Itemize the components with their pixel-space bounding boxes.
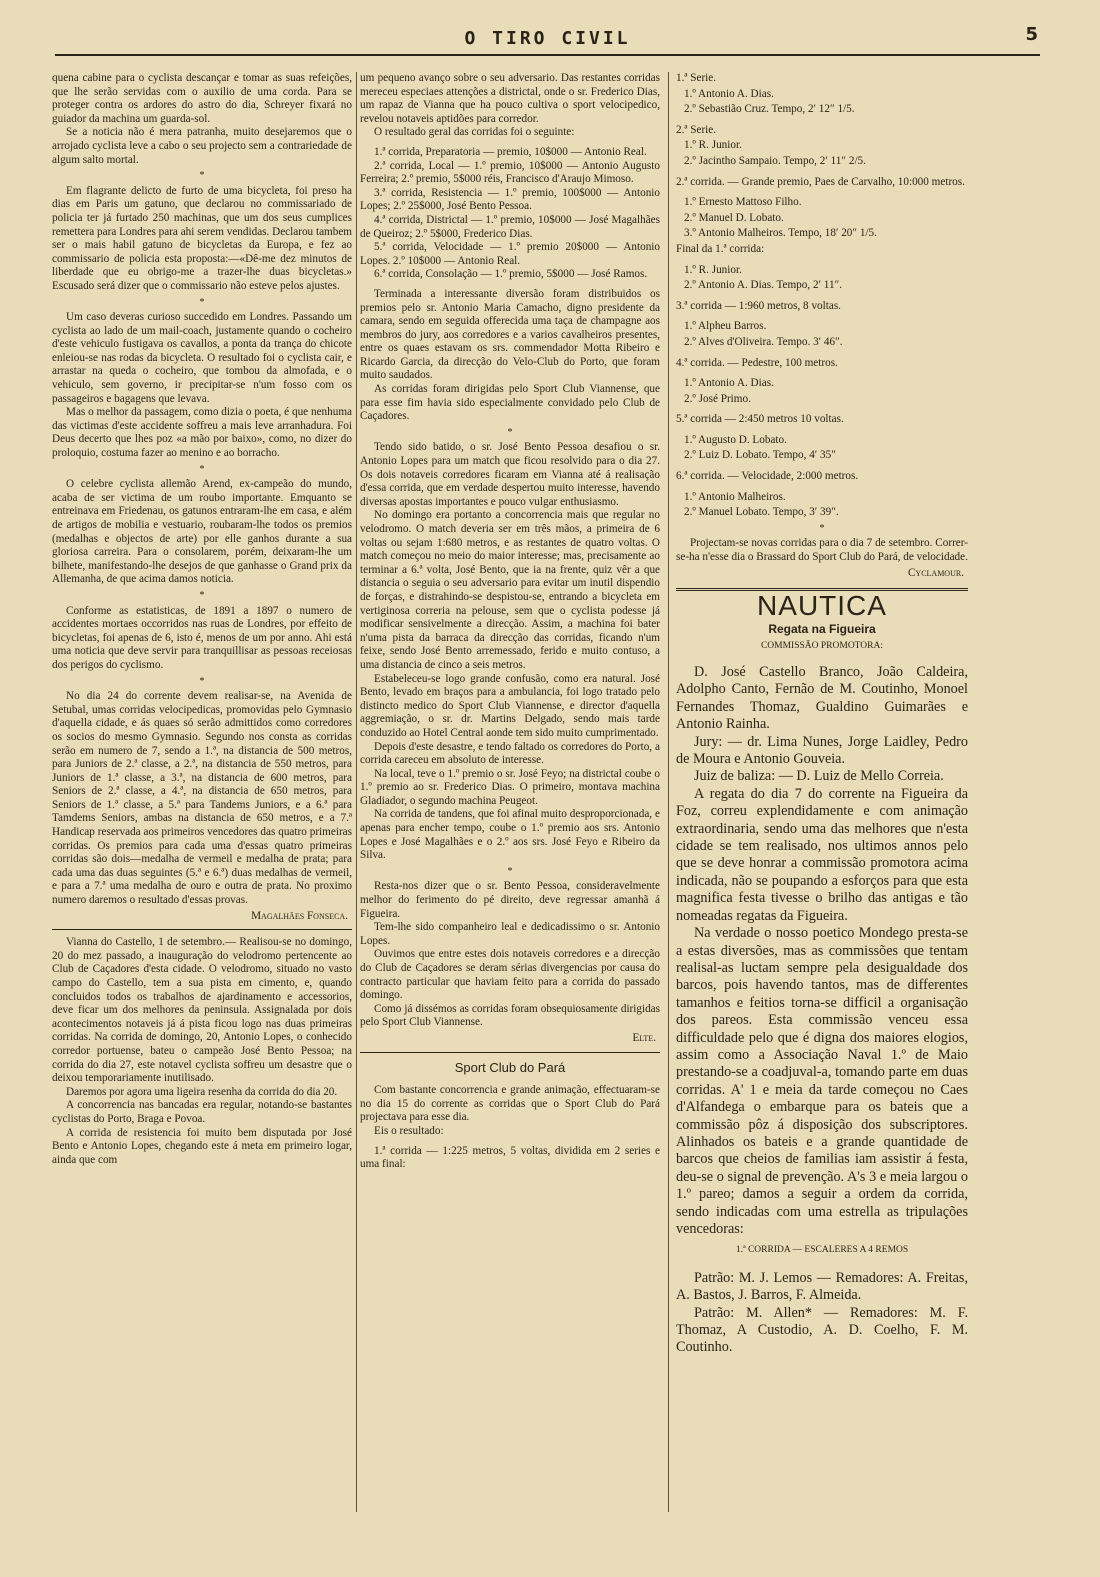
- committee-label: COMMISSÃO PROMOTORA:: [760, 641, 884, 652]
- paragraph: A regata do dia 7 do corrente na Figueira da Foz, correu explendidamente e com animação extraordinaria, sendo uma das melhores que n'esta cidade se tem realisado, nos ultimos annos pelo que se deve honrar a commissão promotora acima indicada, não se poupando a esforços para que esta magnifica festa tivesse o brilho das antigas e tão nomeadas regatas da Figueira.: [676, 785, 968, 924]
- list-item: 2.º Jacintho Sampaio. Tempo, 2′ 11″ 2/5.: [684, 154, 866, 167]
- page-number: 5: [1025, 24, 1038, 45]
- list-item: Final da 1.ª corrida:: [676, 242, 765, 255]
- asterism: *: [507, 426, 513, 438]
- list-item: 2.º José Primo.: [684, 392, 751, 405]
- list-item: 2.º Luiz D. Lobato. Tempo, 4′ 35″: [684, 449, 836, 462]
- paragraph: Eis o resultado:: [374, 1124, 444, 1137]
- signature: Elte.: [632, 1031, 656, 1044]
- paragraph: Com bastante concorrencia e grande animação, effectuaram-se no dia 15 do corrente as corridas que o Sport Club do Pará projectava para esse dia.: [360, 1084, 660, 1124]
- asterism: *: [199, 296, 205, 308]
- paragraph: Ouvimos que entre estes dois notaveis corredores e a direcção do Club de Caçadores se deram sérias divergencias por causa do contracto particular que haviam feito para a corrida do passado domingo.: [360, 948, 660, 1002]
- column-1: [52, 72, 352, 1542]
- list-item: 3.ª corrida — 1:960 metros, 8 voltas.: [676, 299, 841, 312]
- asterism: *: [819, 522, 825, 534]
- list-item: 1.º Antonio A. Dias.: [684, 377, 774, 390]
- paragraph: Em flagrante delicto de furto de uma bicycleta, foi preso ha dias em Paris um gatuno, que declarou no commissariado de policia ter já furtado 250 machinas, que um dos seus cumplices remettera para Londres para ahi serem vendidas. Declarou tambem ser o mais habil gatuno de bicycletas da Europa, e fez ao commissario de policia esta proposta:—«Dê-me dez minutos de liberdade que eu obrigo-me a trazer-lhe duas bicycletas.» Escusado será dizer que o commissario não esteve pelos ajustes.: [52, 184, 352, 292]
- paragraph: Resta-nos dizer que o sr. Bento Pessoa, consideravelmente melhor do ferimento do pé direito, deve regressar amanhã á Figueira.: [360, 880, 660, 920]
- section-title: Sport Club do Pará: [454, 1059, 566, 1075]
- list-item: 2.º Manuel Lobato. Tempo, 3′ 39″.: [684, 506, 839, 519]
- list-item: 2.ª Serie.: [676, 123, 717, 136]
- list-item: 2.ª corrida. — Grande premio, Paes de Carvalho, 10:000 metros.: [676, 175, 965, 188]
- section-title: NAUTICA: [757, 590, 887, 622]
- paragraph: Vianna do Castello, 1 de setembro.— Realisou-se no domingo, 20 do mez passado, a inauguração do velodromo pertencente ao Club de Caçadores d'esta cidade. O velodromo, situado no vasto campo do Castello, tem a sua pista em cimento, e, quando concluidos todos os trabalhos de ajardinamento e accessorios, deve ficar um dos melhores da peninsula. Assignalada por dois acontecimentos notaveis já á pista ficou logo nas duas primeiras corridas. Na corrida de domingo, 20, Antonio Lopes, o conhecido corredor portuense, bateu o campeão José Bento Pessoa; na corrida do dia 27, este notavel cyclista soffreu um desastre que o deixou temporariamente inutilisado.: [52, 936, 352, 1085]
- newspaper-title: O TIRO CIVIL: [464, 28, 631, 49]
- list-item: 2.º Manuel D. Lobato.: [684, 211, 784, 224]
- list-item: 3.º Antonio Malheiros. Tempo, 18′ 20″ 1/5.: [684, 227, 877, 240]
- paragraph: A concorrencia nas bancadas era regular, notando-se bastantes cyclistas do Porto, Braga e Povoa.: [52, 1099, 352, 1125]
- paragraph: Depois d'este desastre, e tendo faltado os corredores do Porto, a corrida careceu em absoluto de interesse.: [360, 740, 660, 767]
- paragraph: Na local, teve o 1.º premio o sr. José Feyo; na districtal coube o 1.º premio ao sr. Frederico Dias. O primeiro, montava machina Gladiador, o segundo machina Peugeot.: [360, 767, 660, 807]
- paragraph: um pequeno avanço sobre o seu adversario. Das restantes corridas mereceu especiaes attenções a districtal, onde o sr. Frederico Dias, um rapaz de Vianna que ha pouco cultiva o sport velocipedico, revelou notaveis aptidões para corredor.: [360, 72, 660, 125]
- paragraph: Projectam-se novas corridas para o dia 7 de setembro. Correr-se-ha n'esse dia o Brassard do Sport Club do Pará, de velocidade.: [676, 537, 968, 564]
- column-2: [360, 72, 660, 1542]
- list-item: 1.º R. Junior.: [684, 139, 742, 152]
- paragraph: Jury: — dr. Lima Nunes, Jorge Laidley, Pedro de Moura e Antonio Gouveia.: [676, 733, 968, 768]
- list-item: 1.º Alpheu Barros.: [684, 320, 767, 333]
- paragraph: quena cabine para o cyclista descançar e tomar as suas refeições, que lhe serão servidas com o auxilio de uma corda. Para se proteger contra os ardores do astro do dia, Schreyer fixará no guiador da machina um guarda-sol.: [52, 72, 352, 125]
- paragraph: Estabeleceu-se logo grande confusão, como era natural. José Bento, levado em braços para a ambulancia, foi logo tratado pelo distincto medico do Sport Club Viannense, e director d'aquella aggremiação, o sr. dr. Martins Delgado, sendo mais tarde conduzido ao Hotel Central aonde tem sido muito cumprimentado.: [360, 672, 660, 739]
- paragraph: Mas o melhor da passagem, como dizia o poeta, é que nenhuma das victimas d'este accidente soffreu a mais leve arranhadura. Foi Deus decerto que lhes poz «a mão por baixo», como, no dizer do proloquio, costuma fazer ao menino e ao borracho.: [52, 406, 352, 460]
- list-item: 1.º Antonio A. Dias.: [684, 87, 774, 100]
- results-list: [676, 72, 968, 520]
- paragraph: O resultado geral das corridas foi o seguinte:: [374, 126, 575, 139]
- list-item: 4.ª corrida. — Pedestre, 100 metros.: [676, 356, 838, 369]
- list-item: 2.º Alves d'Oliveira. Tempo. 3′ 46″.: [684, 335, 843, 348]
- paragraph: Tem-lhe sido companheiro leal e dedicadissimo o sr. Antonio Lopes.: [360, 921, 660, 947]
- signature: Magalhães Fonseca.: [251, 909, 348, 922]
- paragraph: Um caso deveras curioso succedido em Londres. Passando um cyclista ao lado de um mail-coach, justamente quando o cocheiro d'este vehiculo fustigava os cavallos, a ponta da trança do chicote enleiou-se nas rodas da bicycleta. O resultado foi o cyclista cair, e arrastar na queda o cocheiro, que tombou da almofada, e o vehiculo, sem governo, ir precipitar-se n'um fosso com os passageiros e bagagens que levava.: [52, 311, 352, 405]
- result-line: 3.ª corrida, Resistencia — 1.º premio, 100$000 — Antonio Lopes; 2.º 25$000, José Bento Pessoa.: [360, 186, 660, 213]
- list-item: 2.º Sebastião Cruz. Tempo, 2′ 12″ 1/5.: [684, 103, 855, 116]
- paragraph: Terminada a interessante diversão foram distribuidos os premios pelo sr. Antonio Maria Camacho, digno presidente da camara, sendo em seguida offerecida uma taça de champagne aos membros do jury, aos corredores e a varios cavalheiros presentes, entre os quaes estavam os srs. commendador Motta Ribeiro e Ricardo Garcia, da direcção do Velo-Club do Porto, que foram muito saudados.: [360, 287, 660, 382]
- asterism: *: [199, 170, 205, 182]
- paragraph: Tendo sido batido, o sr. José Bento Pessoa desafiou o sr. Antonio Lopes para um match que ficou resolvido para o dia 27. Os dois notaveis corredores ficaram em Vianna até á realisação d'essa corrida, que em verdade despertou muito interesse, havendo diversas apostas importantes e pouco vulgar enthusiasmo.: [360, 441, 660, 508]
- paragraph: Patrão: M. Allen* — Remadores: M. F. Thomaz, A Custodio, A. D. Coelho, F. M. Coutinho.: [676, 1304, 968, 1356]
- result-line: 1.ª corrida, Preparatoria — premio, 10$000 — Antonio Real.: [374, 145, 647, 158]
- asterism: *: [199, 463, 205, 475]
- list-item: 1.º Ernesto Mattoso Filho.: [684, 196, 802, 209]
- list-item: 1.º R. Junior.: [684, 263, 742, 276]
- list-item: 5.ª corrida — 2:450 metros 10 voltas.: [676, 413, 844, 426]
- paragraph: Daremos por agora uma ligeira resenha da corrida do dia 20.: [66, 1085, 338, 1098]
- nautica-body: [676, 664, 968, 1357]
- list-item: 1.º Antonio Malheiros.: [684, 490, 786, 503]
- result-line: 5.ª corrida, Velocidade — 1.º premio 20$000 — Antonio Lopes. 2.º 10$000 — Antonio Real.: [360, 241, 660, 267]
- column-rule: [668, 72, 669, 1512]
- paragraph: Como já dissémos as corridas foram obsequiosamente dirigidas pelo Sport Club Viannense.: [360, 1002, 660, 1029]
- asterism: *: [199, 589, 205, 601]
- divider: [360, 1052, 660, 1053]
- paragraph: No domingo era portanto a concorrencia mais que regular no velodromo. O match deveria ser em três mãos, a primeira de 6 voltas ou sejam 1:680 metros, e as restantes de quatro voltas. O match começou no meio do maior interesse; mas, precisamente ao terminar a 6.ª volta, José Bento, que ia na frente, quiz vêr a que distancia o seguia o seu adversario para evitar um inutil dispendio de forças, e distrahindo-se despistou-se, entrando a bicycleta em vertiginosa correria na pelouse, sem que o cyclista podesse já modificar sensivelmente a direcção. Assim, a machina foi bater n'uma pista da barraca da direcção das corridas, ficando n'um feixe, sendo José Bento arremessado, ferido e muito contuso, a uma distancia de cinco a seis metros.: [360, 509, 660, 671]
- paragraph: Se a noticia não é mera patranha, muito desejaremos que o arrojado cyclista leve a cabo o seu projecto sem a contrariedade de algum salto mortal.: [52, 126, 352, 166]
- paragraph: O celebre cyclista allemão Arend, ex-campeão do mundo, acaba de ser victima de um roubo importante. Emquanto se entreinava em Friedenau, os gatunos entraram-lhe em casa, e além de artigos de mobilia e vestuario, roubaram-lhe todos os premios (medalhas e objectos de arte) por elle ganhos durante a sua gloriosa carreira. Para o consolarem, porém, deixaram-lhe um bilhete, manifestando-lhe desejos de que ganhasse o Grand prix da Allemanha, de que acima damos noticia.: [52, 478, 352, 586]
- paragraph: Juiz de baliza: — D. Luiz de Mello Correia.: [694, 768, 944, 785]
- paragraph: As corridas foram dirigidas pelo Sport Club Viannense, que para esse fim havia sido especialmente convidado pelo Club de Caçadores.: [360, 383, 660, 423]
- asterism: *: [507, 865, 513, 877]
- paragraph: Na verdade o nosso poetico Mondego presta-se a estas diversões, mas as commissões que tentam realisal-as luctam sempre pela desigualdade dos barcos, pois havendo tantos, mas de differentes tamanhos e feitios torna-se difficil a organisação dos pareos. Esta commissão venceu essa difficuldade pelo que é digna dos maiores elogios, assim como a Associação Naval 1.º de Maio prestando-se a coadjuval-a, tomando parte em duas corridas. A' 1 e meia da tarde começou no Caes d'Alfandega o embarque para os bateis que a commissão pôz á disposição dos subscriptores. Alinhados os bateis e a grande quantidade de barcos que cheios de familias iam assistir á festa, deu-se o signal de prevenção. A's 3 e meia largou o 1.º pareo; damos a seguir a ordem da corrida, sendo indicadas com uma estrella as tripulações vencedoras:: [676, 925, 968, 1237]
- paragraph: 1.ª corrida — 1:225 metros, 5 voltas, dividida em 2 series e uma final:: [360, 1144, 660, 1171]
- race-label: 1.ª CORRIDA — ESCALERES A 4 REMOS: [735, 1245, 909, 1256]
- column-rule: [356, 72, 357, 1512]
- divider: [52, 929, 352, 930]
- list-item: 2.º Antonio A. Dias. Tempo, 2′ 11″.: [684, 279, 843, 292]
- paragraph: D. José Castello Branco, João Caldeira, Adolpho Canto, Fernão de M. Coutinho, Monoel Fernandes Thomaz, Gualdino Guimarães e Antonio Rainha.: [676, 664, 968, 733]
- list-item: 1.º Augusto D. Lobato.: [684, 433, 787, 446]
- result-line: 6.ª corrida, Consolação — 1.º premio, 5$000 — José Ramos.: [374, 268, 648, 281]
- signature: Cyclamour.: [907, 566, 964, 579]
- paragraph: No dia 24 do corrente devem realisar-se, na Avenida de Setubal, umas corridas velocipedicas, promovidas pelo Gymnasio d'aquella cidade, e ás quaes só serão admittidos como corredores os socios do mesmo Gymnasio. Segundo nos consta as corridas serão em numero de 7, sendo a 1.ª, na distancia de 500 metros, para Juniors de 2.ª classe, a 2.ª, na distancia de 550 metros, para Juniors de 1.ª classe, a 3.ª, na distancia de 600 metros, para Seniors de 2.ª classe, a 4.ª, na distancia de 650 metros, para Seniors de 1.ª classe, a 5.ª para Tandems Juniors, e a 6.ª para Tamdems Seniors, ambas na distancia de 650 metros, e a 7.ª Handicap reservada aos primeiros vencedores das quatro primeiras corridas. Os premios para cada uma d'essas quatro primeiras corridas são dois—medalha de vermeil e medalha de prata; para cada uma das duas seguintes (5.ª e 6.ª) duas medalhas de vermeil, e para a 7.ª uma medalha de ouro e outra de prata. No proximo numero daremos o resultado d'essas provas.: [52, 690, 352, 907]
- page-header: [55, 24, 1040, 56]
- article-title: Regata na Figueira: [768, 621, 876, 636]
- paragraph: Conforme as estatisticas, de 1891 a 1897 o numero de accidentes mortaes occorridos nas ruas de Londres, por effeito de bicycletas, foi apenas de 6, isto é, menos de um por anno. Ahi está uma noticia que deve servir para tranquillisar as pessoas receiosas dos perigos do cyclismo.: [52, 604, 352, 671]
- paragraph: Na corrida de tandens, que foi afinal muito desproporcionada, e apenas para encher tempo, coube o 1.º premio aos srs. Antonio Lopes e José Magalhães e o 2.º aos srs. José Feyo e Ribeiro da Silva.: [360, 808, 660, 862]
- list-item: 6.ª corrida. — Velocidade, 2:000 metros.: [676, 470, 859, 483]
- paragraph: Patrão: M. J. Lemos — Remadores: A. Freitas, A. Bastos, J. Barros, F. Almeida.: [676, 1269, 968, 1304]
- asterism: *: [199, 675, 205, 687]
- column-3: [676, 72, 968, 1542]
- paragraph: A corrida de resistencia foi muito bem disputada por José Bento e Antonio Lopes, chegando este á meta em primeiro logar, ainda que com: [52, 1126, 352, 1166]
- result-line: 4.ª corrida, Districtal — 1.º premio, 10$000 — José Magalhães de Queiroz; 2.º 5$000, Frederico Dias.: [360, 213, 660, 240]
- result-line: 2.ª corrida, Local — 1.º premio, 10$000 — Antonio Augusto Ferreira; 2.º premio, 5$000 réis, Francisco d'Araujo Mimoso.: [360, 159, 660, 186]
- list-item: 1.ª Serie.: [676, 72, 717, 84]
